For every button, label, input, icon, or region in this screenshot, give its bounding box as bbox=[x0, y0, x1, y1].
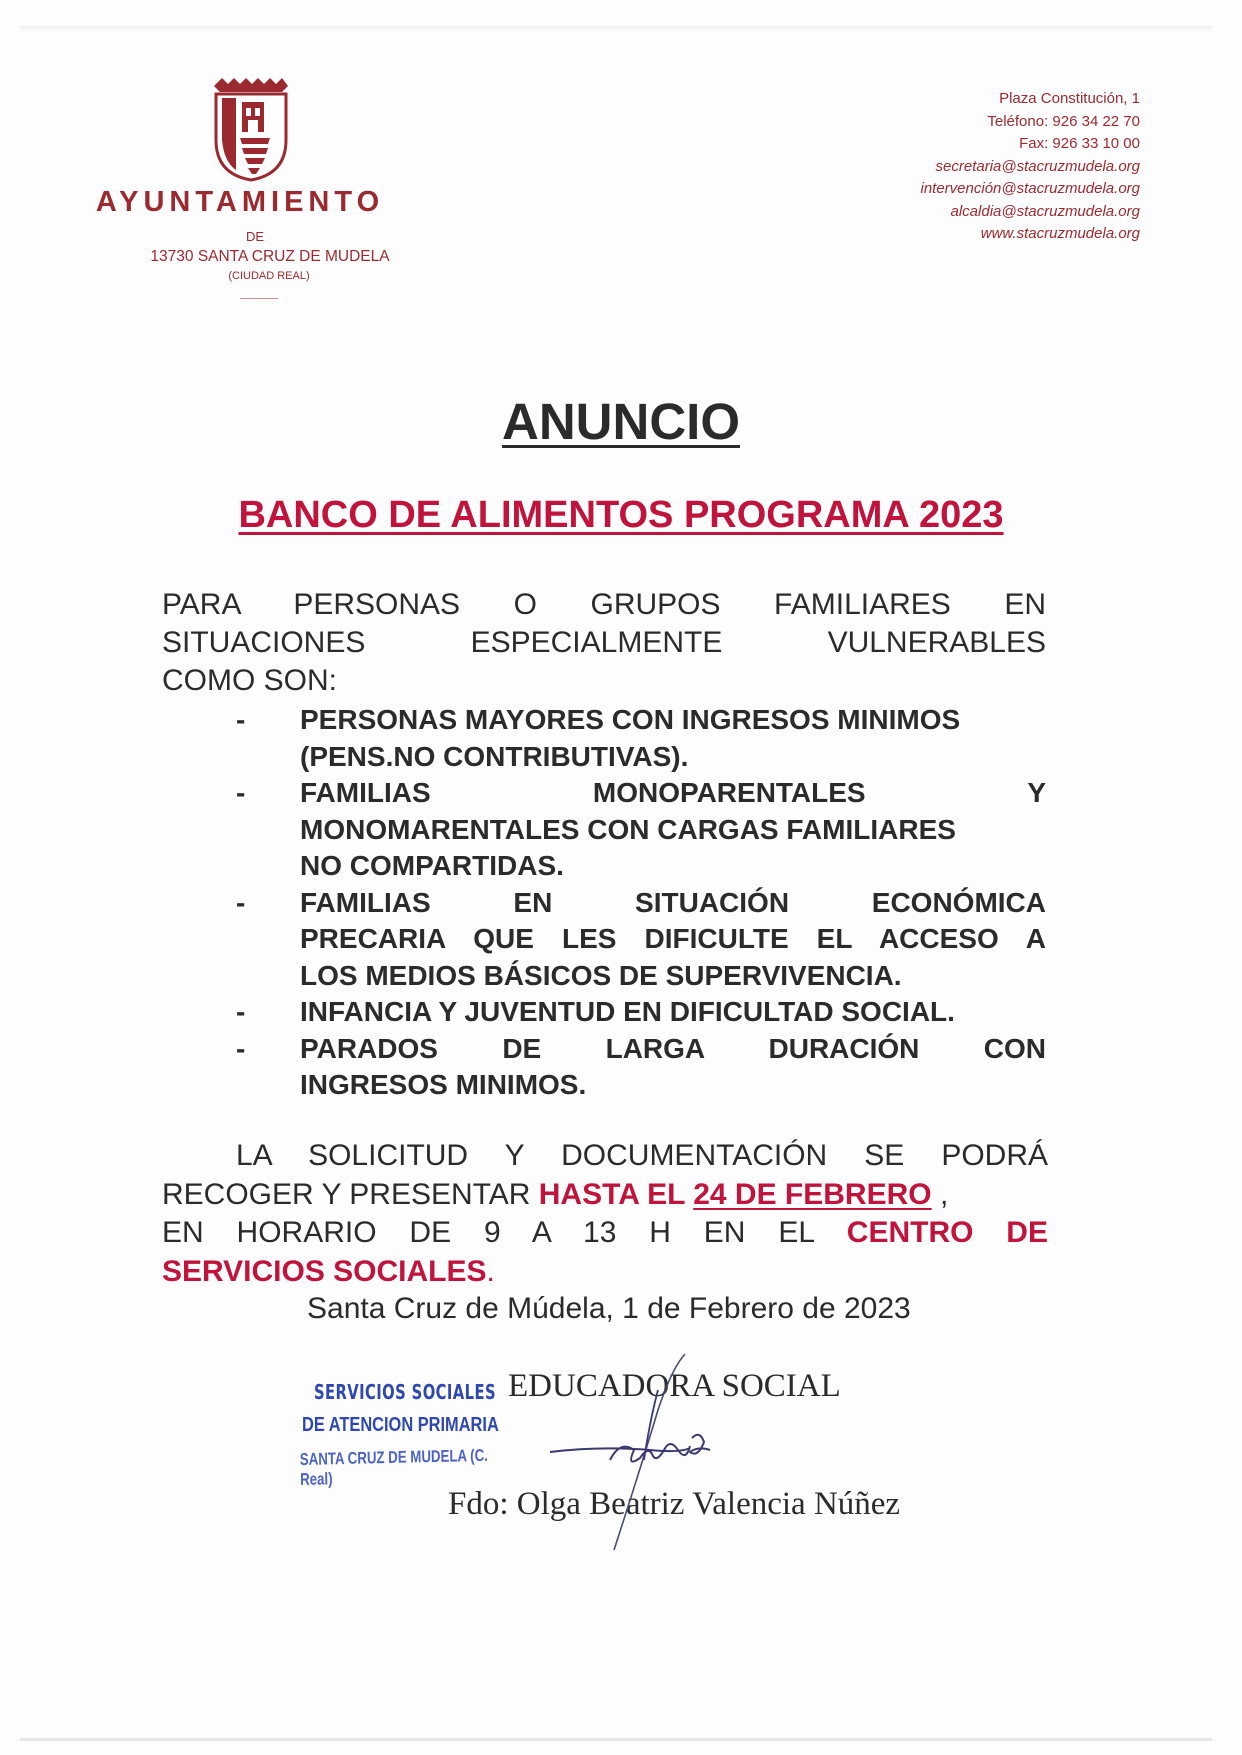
list-item-line: MONOMARENTALES CON CARGAS FAMILIARES bbox=[300, 813, 956, 845]
list-dash: - bbox=[236, 704, 246, 735]
place-and-date: Santa Cruz de Múdela, 1 de Febrero de 2023 bbox=[307, 1292, 911, 1325]
list-item-line: FAMILIAS EN SITUACIÓN ECONÓMICA bbox=[300, 886, 1046, 918]
scan-edge-bottom bbox=[20, 1738, 1212, 1741]
municipality-de: DE bbox=[245, 229, 265, 244]
announcement-subtitle-text: BANCO DE ALIMENTOS PROGRAMA 2023 bbox=[238, 494, 1004, 536]
list-dash: - bbox=[236, 1032, 246, 1064]
closing-line-2 bbox=[162, 1176, 1048, 1215]
list-item-line: NO COMPARTIDAS. bbox=[300, 850, 564, 881]
contact-email-secretaria[interactable]: secretaria@stacruzmudela.org bbox=[935, 157, 1140, 175]
contact-address: Plaza Constitución, 1 bbox=[999, 90, 1140, 107]
contact-phone: Teléfono: 926 34 22 70 bbox=[987, 112, 1140, 130]
list-item-line: PERSONAS MAYORES CON INGRESOS MINIMOS bbox=[300, 704, 961, 735]
closing-line-4 bbox=[162, 1253, 1048, 1292]
contact-block bbox=[921, 88, 1141, 246]
list-item-line: PARADOS DE LARGA DURACIÓN CON bbox=[300, 1032, 1046, 1064]
list-dash: - bbox=[236, 996, 246, 1027]
location-part1: CENTRO DE bbox=[846, 1216, 1048, 1249]
contact-email-alcaldia[interactable]: alcaldia@stacruzmudela.org bbox=[950, 202, 1140, 220]
signer-name: Fdo: Olga Beatriz Valencia Núñez bbox=[448, 1486, 901, 1522]
stamp-line: SERVICIOS SOCIALES bbox=[314, 1380, 496, 1404]
list-dash: - bbox=[236, 777, 246, 808]
list-item-line: FAMILIAS MONOPARENTALES Y bbox=[300, 777, 1046, 808]
announcement-subtitle bbox=[0, 494, 1242, 537]
list-item bbox=[236, 702, 1046, 775]
signer-role: EDUCADORA SOCIAL bbox=[508, 1368, 841, 1404]
list-item bbox=[236, 1031, 1046, 1104]
deadline-date: 24 DE FEBRERO bbox=[693, 1177, 932, 1211]
closing-line-2-text: RECOGER Y PRESENTAR bbox=[162, 1177, 539, 1211]
announcement-title bbox=[0, 392, 1242, 451]
list-item-line: LOS MEDIOS BÁSICOS DE SUPERVIVENCIA. bbox=[300, 959, 902, 991]
location-part2: SERVICIOS SOCIALES bbox=[162, 1254, 487, 1288]
municipality-name: AYUNTAMIENTO bbox=[95, 186, 385, 218]
scan-edge-top bbox=[20, 26, 1212, 32]
contact-website[interactable]: www.stacruzmudela.org bbox=[980, 225, 1140, 242]
list-item bbox=[236, 775, 1046, 885]
announcement-title-text: ANUNCIO bbox=[502, 393, 740, 450]
closing-line-3-text: EN HORARIO DE 9 A 13 H EN EL bbox=[162, 1216, 847, 1249]
header-divider bbox=[240, 298, 278, 299]
vulnerable-groups-list bbox=[236, 702, 1046, 1104]
closing-line-2-end: , bbox=[931, 1177, 949, 1211]
list-dash: - bbox=[236, 886, 246, 918]
municipality-town: 13730 SANTA CRUZ DE MUDELA bbox=[150, 248, 390, 265]
contact-fax: Fax: 926 33 10 00 bbox=[1019, 135, 1140, 152]
list-item bbox=[236, 994, 1046, 1031]
stamp-line: SANTA CRUZ DE MUDELA (C. Real) bbox=[299, 1445, 489, 1489]
municipal-crest-icon bbox=[212, 78, 290, 182]
stamp-line: DE ATENCION PRIMARIA bbox=[302, 1414, 499, 1436]
intro-paragraph bbox=[162, 586, 1046, 700]
contact-email-intervencion[interactable]: intervención@stacruzmudela.org bbox=[920, 180, 1140, 197]
handwritten-signature-icon bbox=[540, 1350, 760, 1560]
intro-line: COMO SON: bbox=[162, 664, 338, 697]
deadline-prefix: HASTA EL bbox=[538, 1177, 694, 1211]
list-item bbox=[236, 885, 1046, 995]
closing-line-3 bbox=[162, 1214, 1048, 1253]
closing-paragraph bbox=[162, 1137, 1048, 1291]
location-end: . bbox=[486, 1254, 495, 1288]
list-item-line: (PENS.NO CONTRIBUTIVAS). bbox=[300, 740, 689, 772]
intro-line: SITUACIONES ESPECIALMENTE VULNERABLES bbox=[162, 626, 1046, 659]
intro-line: PARA PERSONAS O GRUPOS FAMILIARES EN bbox=[162, 588, 1046, 621]
list-item-line: PRECARIA QUE LES DIFICULTE EL ACCESO A bbox=[300, 923, 1046, 954]
municipality-province: (CIUDAD REAL) bbox=[228, 270, 310, 282]
list-item-line: INFANCIA Y JUVENTUD EN DIFICULTAD SOCIAL. bbox=[300, 996, 955, 1027]
closing-line-1: LA SOLICITUD Y DOCUMENTACIÓN SE PODRÁ bbox=[236, 1139, 1048, 1172]
list-item-line: INGRESOS MINIMOS. bbox=[300, 1069, 587, 1100]
